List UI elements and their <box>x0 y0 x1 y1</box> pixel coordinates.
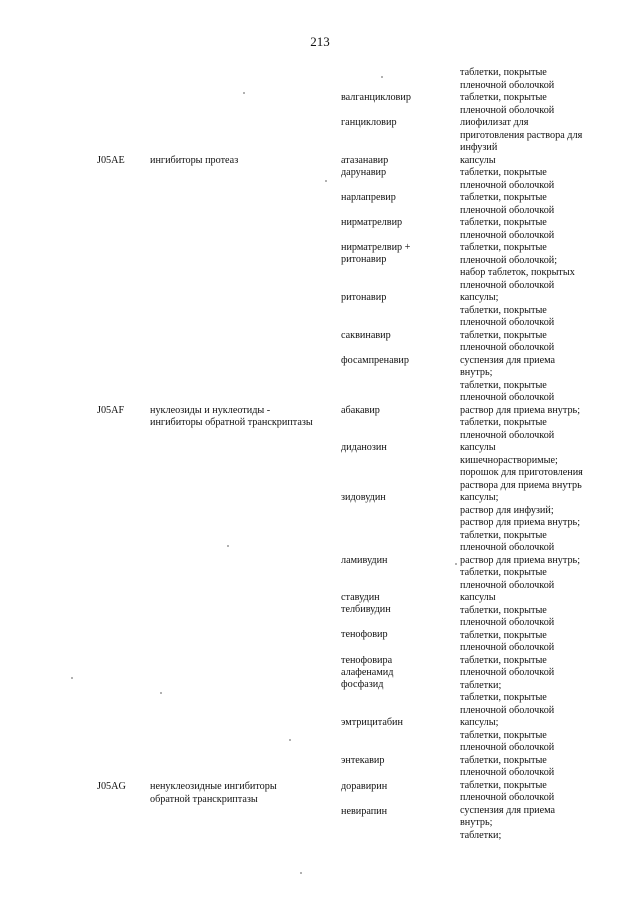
dosage-form-line: таблетки, покрытые <box>460 67 547 78</box>
drug-name: ставудин <box>341 592 380 603</box>
dosage-form-line: пленочной оболочкой <box>460 229 555 241</box>
group-name-nucleosides-line1: нуклеозиды и нуклеотиды - <box>150 405 271 416</box>
dosage-form-line: таблетки, покрытые <box>460 92 547 103</box>
drug-name: тенофовир <box>341 629 388 640</box>
drug-name: диданозин <box>341 442 387 453</box>
dosage-form-line: таблетки, покрытые <box>460 654 547 666</box>
scan-speck <box>227 545 229 547</box>
dosage-form-line: пленочной оболочкой <box>460 342 555 353</box>
dosage-form-line: инфузий <box>460 142 498 153</box>
drug-name: саквинавир <box>341 330 391 341</box>
dosage-form-line: таблетки, покрытые <box>460 729 547 741</box>
dosage-form-line: пленочной оболочкой <box>460 704 555 716</box>
scan-speck <box>455 563 457 565</box>
atc-code-j05ae: J05AE <box>97 155 125 166</box>
drug-name: алафенамид <box>341 667 394 678</box>
dosage-form-line: капсулы; <box>460 292 499 303</box>
dosage-form-line: порошок для приготовления <box>460 467 583 478</box>
dosage-form-line: пленочной оболочкой; <box>460 254 558 266</box>
dosage-form-line: раствор для инфузий; <box>460 504 554 516</box>
drug-name: ламивудин <box>341 555 388 566</box>
drug-name: невирапин <box>341 806 388 817</box>
scan-speck <box>71 677 73 679</box>
dosage-form-line: таблетки, покрытые <box>460 217 547 228</box>
drug-name: энтекавир <box>341 755 385 766</box>
dosage-form-line: пленочной оболочкой <box>460 742 555 753</box>
dosage-form-line: таблетки, покрытые <box>460 692 547 703</box>
dosage-form-line: пленочной оболочкой <box>460 642 555 653</box>
dosage-form-line: внутрь; <box>460 817 493 828</box>
group-name-nucleosides-line2: ингибиторы обратной транскриптазы <box>150 417 313 428</box>
dosage-form-line: капсулы; <box>460 717 499 728</box>
scan-speck <box>381 76 383 78</box>
atc-code-j05af: J05AF <box>97 405 125 416</box>
drug-name: эмтрицитабин <box>341 717 403 728</box>
scan-speck <box>289 739 291 741</box>
dosage-form-line: капсулы <box>460 592 496 603</box>
drug-name: ритонавир <box>341 254 387 265</box>
dosage-form-line: раствор для приема внутрь; <box>460 404 581 416</box>
drug-name: фосампренавир <box>341 355 409 366</box>
dosage-form-line: пленочной оболочкой <box>460 279 555 291</box>
drug-name: тенофовира <box>341 655 393 666</box>
group-name-nonnucleoside-line1: ненуклеозидные ингибиторы <box>150 781 277 792</box>
dosage-form-line: пленочной оболочкой <box>460 542 555 553</box>
dosage-form-line: таблетки, покрытые <box>460 379 547 391</box>
scan-speck <box>243 92 245 94</box>
dosage-form-line: таблетки, покрытые <box>460 329 547 341</box>
dosage-form-line: набор таблеток, покрытых <box>460 267 575 278</box>
scan-speck <box>300 872 302 874</box>
dosage-form-line: таблетки, покрытые <box>460 779 547 791</box>
dosage-form-line: таблетки, покрытые <box>460 604 547 616</box>
dosage-form-line: пленочной оболочкой <box>460 429 555 441</box>
dosage-form-line: раствора для приема внутрь <box>460 479 582 491</box>
atc-code-j05ag: J05AG <box>97 781 126 792</box>
dosage-form-line: таблетки, покрытые <box>460 529 547 541</box>
drug-name: нарлапревир <box>341 192 396 203</box>
drug-name: нирматрелвир <box>341 217 403 228</box>
dosage-form-line: капсулы; <box>460 492 499 503</box>
dosage-form-line: таблетки; <box>460 679 502 691</box>
dosage-form-line: кишечнорастворимые; <box>460 454 558 466</box>
drug-name: доравирин <box>341 781 388 792</box>
dosage-form-line: раствор для приема внутрь; <box>460 554 581 566</box>
dosage-form-line: пленочной оболочкой <box>460 667 555 678</box>
dosage-form-line: таблетки, покрытые <box>460 567 547 578</box>
dosage-form-line: пленочной оболочкой <box>460 617 555 628</box>
group-name-protease-inhibitors: ингибиторы протеаз <box>150 155 239 166</box>
dosage-form-line: лиофилизат для <box>460 117 529 128</box>
drug-name: атазанавир <box>341 155 389 166</box>
dosage-form-line: таблетки, покрытые <box>460 417 547 428</box>
dosage-form-line: пленочной оболочкой <box>460 79 555 91</box>
dosage-form-line: таблетки, покрытые <box>460 304 547 316</box>
dosage-form-line: пленочной оболочкой <box>460 179 555 191</box>
drug-name: нирматрелвир + <box>341 242 411 253</box>
dosage-form-line: таблетки, покрытые <box>460 629 547 641</box>
drug-name: ритонавир <box>341 292 387 303</box>
scan-speck <box>160 692 162 694</box>
dosage-form-line: пленочной оболочкой <box>460 579 555 591</box>
dosage-form-line: таблетки, покрытые <box>460 754 547 766</box>
dosage-form-line: суспензия для приема <box>460 804 556 816</box>
dosage-form-line: таблетки, покрытые <box>460 167 547 178</box>
dosage-form-line: внутрь; <box>460 367 493 378</box>
drug-name: дарунавир <box>341 167 387 178</box>
dosage-form-line: пленочной оболочкой <box>460 767 555 778</box>
drug-name: абакавир <box>341 405 380 416</box>
drug-name: зидовудин <box>341 492 386 503</box>
dosage-form-line: таблетки, покрытые <box>460 192 547 203</box>
dosage-form-line: пленочной оболочкой <box>460 792 555 803</box>
drug-name: фосфазид <box>341 679 384 690</box>
dosage-form-line: пленочной оболочкой <box>460 104 555 116</box>
page-number: 213 <box>310 34 330 49</box>
group-name-nonnucleoside-line2: обратной транскриптазы <box>150 794 258 805</box>
dosage-form-line: суспензия для приема <box>460 354 556 366</box>
dosage-form-line: пленочной оболочкой <box>460 392 555 403</box>
dosage-form-line: пленочной оболочкой <box>460 317 555 328</box>
dosage-form-line: раствор для приема внутрь; <box>460 517 581 528</box>
scan-speck <box>325 180 327 182</box>
dosage-form-line: таблетки, покрытые <box>460 242 547 253</box>
dosage-form-line: капсулы <box>460 442 496 453</box>
drug-name: валганцикловир <box>341 92 411 103</box>
dosage-form-line: пленочной оболочкой <box>460 204 555 216</box>
dosage-form-line: капсулы <box>460 154 496 166</box>
dosage-form-line: приготовления раствора для <box>460 129 583 141</box>
drug-name: ганцикловир <box>341 117 397 128</box>
drug-name: телбивудин <box>341 604 391 615</box>
dosage-form-line: таблетки; <box>460 829 502 841</box>
